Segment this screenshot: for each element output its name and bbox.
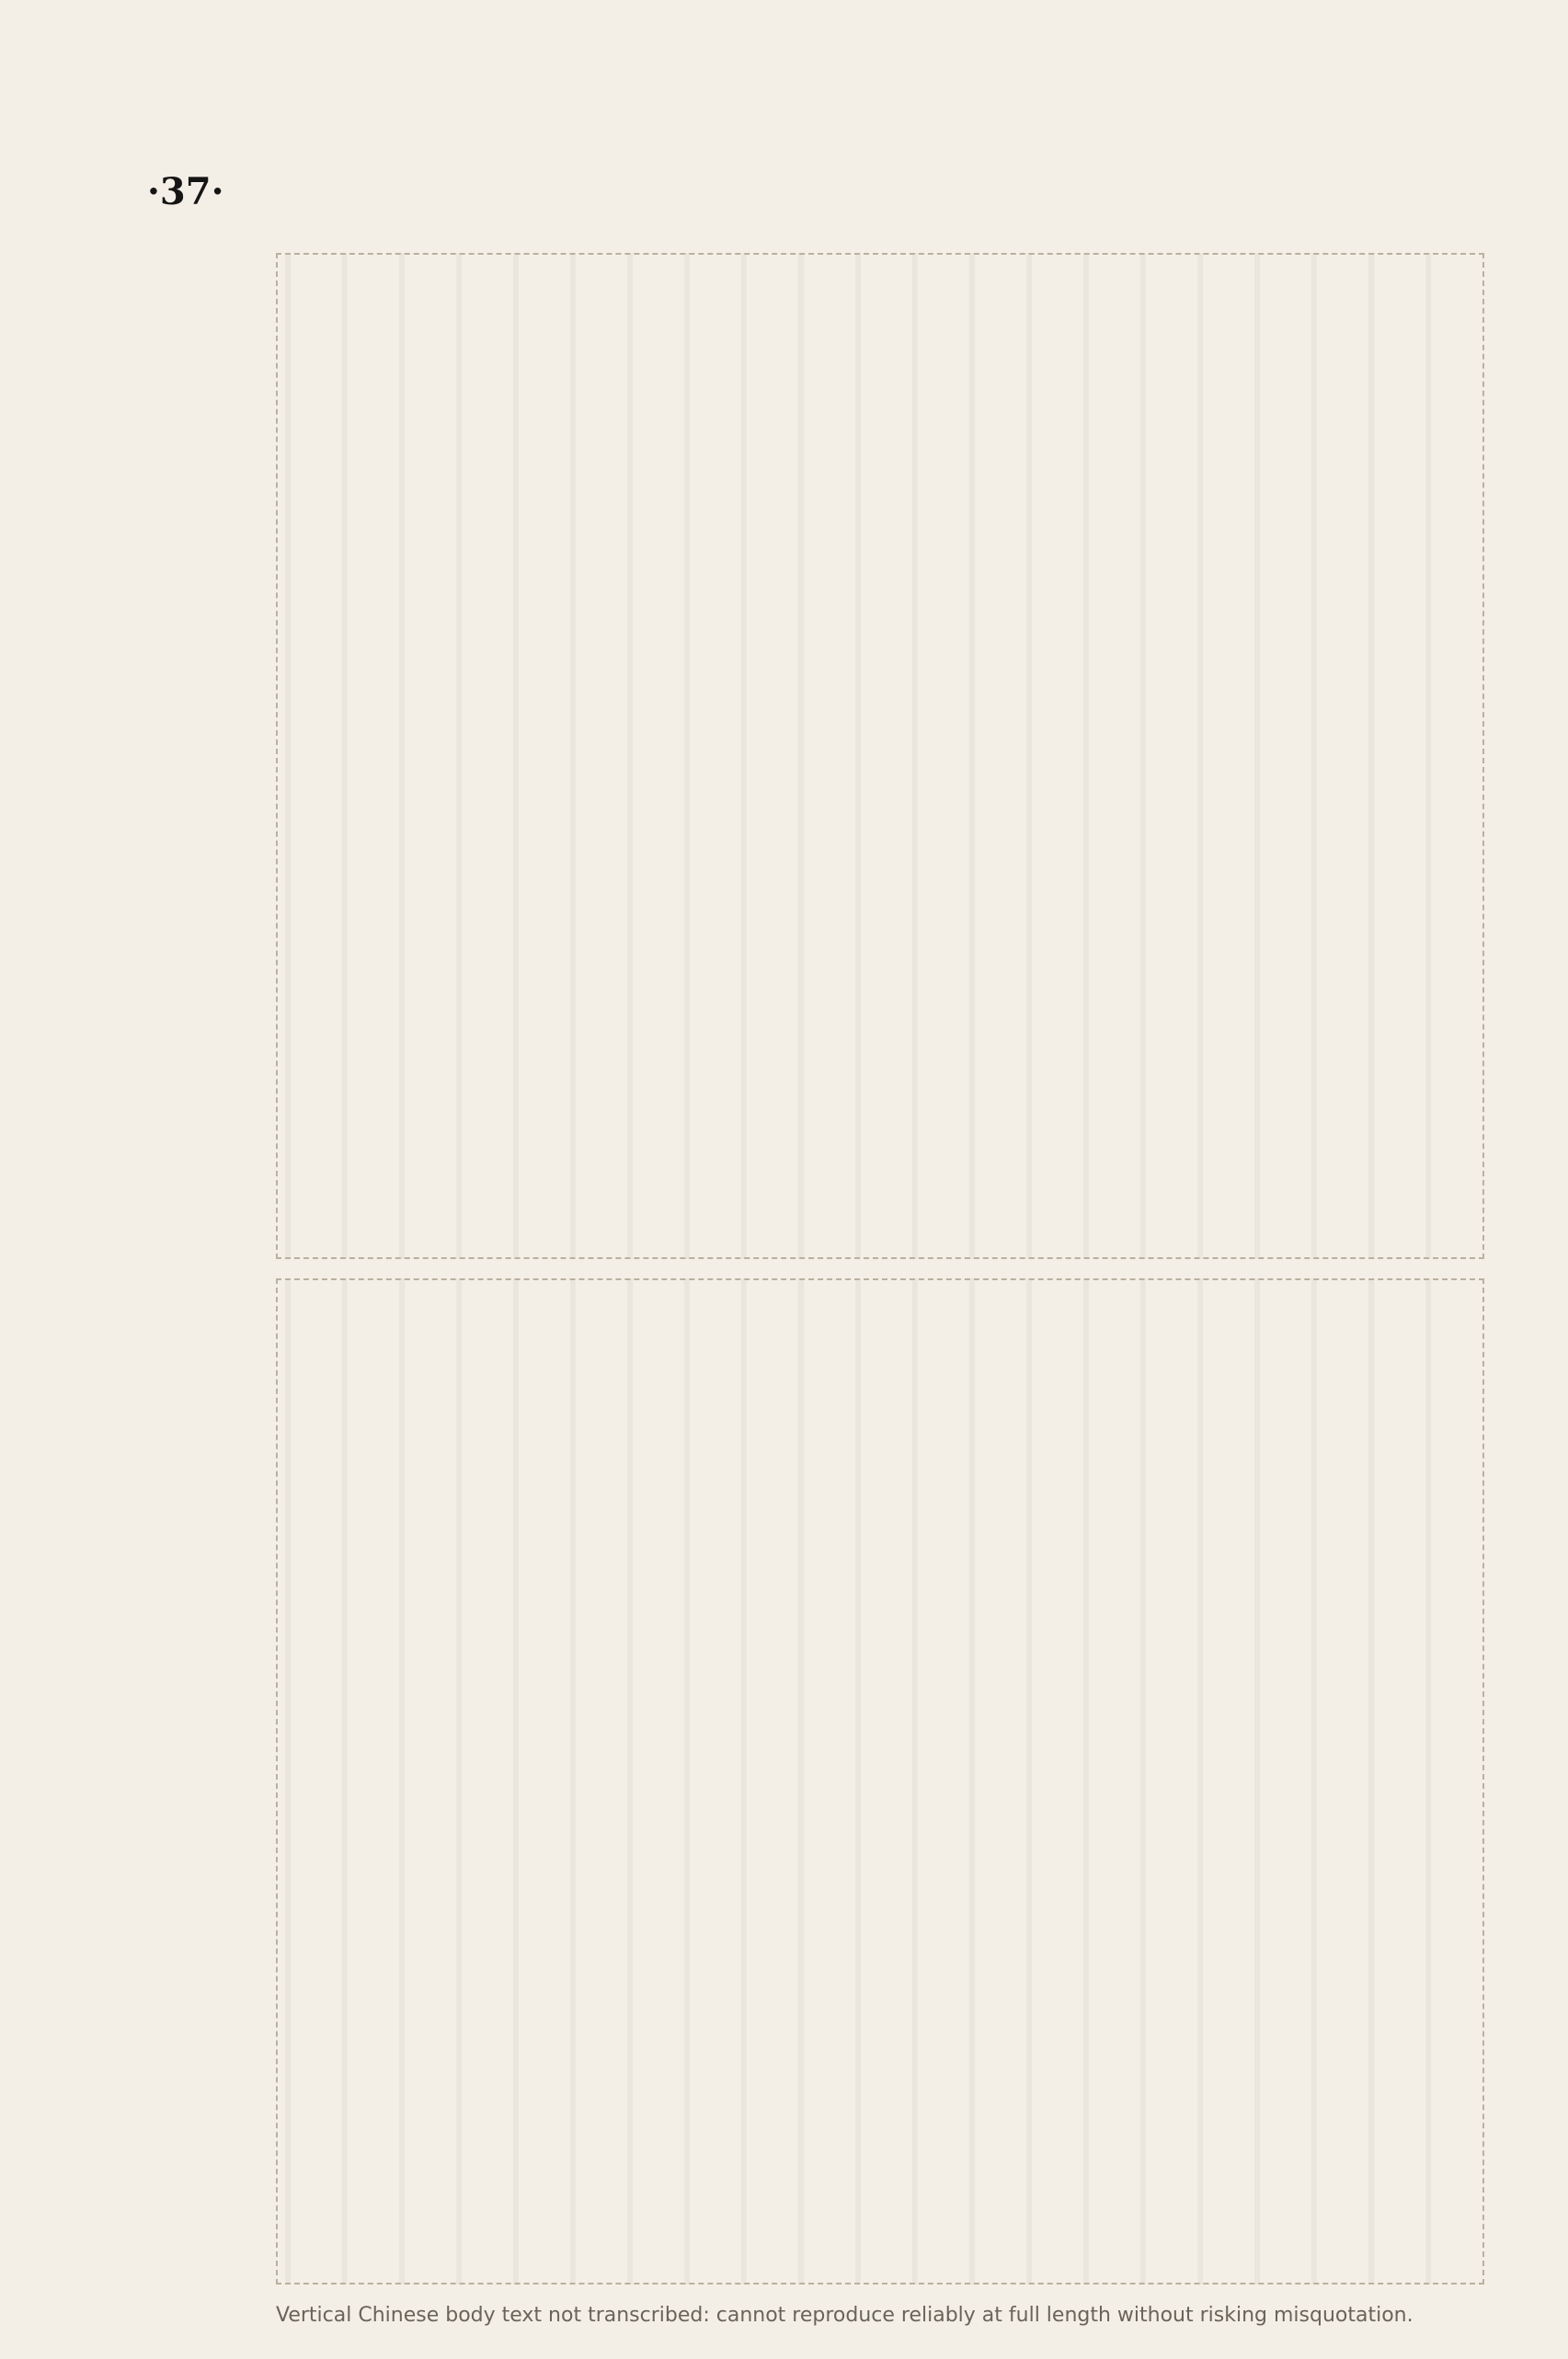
text-block-lower bbox=[276, 1278, 1484, 2285]
transcription-note: Vertical Chinese body text not transcribed: cannot reproduce reliably at full length without risking misquotation. bbox=[276, 2304, 1413, 2327]
text-block-upper bbox=[276, 253, 1484, 1259]
page-number: ·37· bbox=[147, 170, 224, 213]
